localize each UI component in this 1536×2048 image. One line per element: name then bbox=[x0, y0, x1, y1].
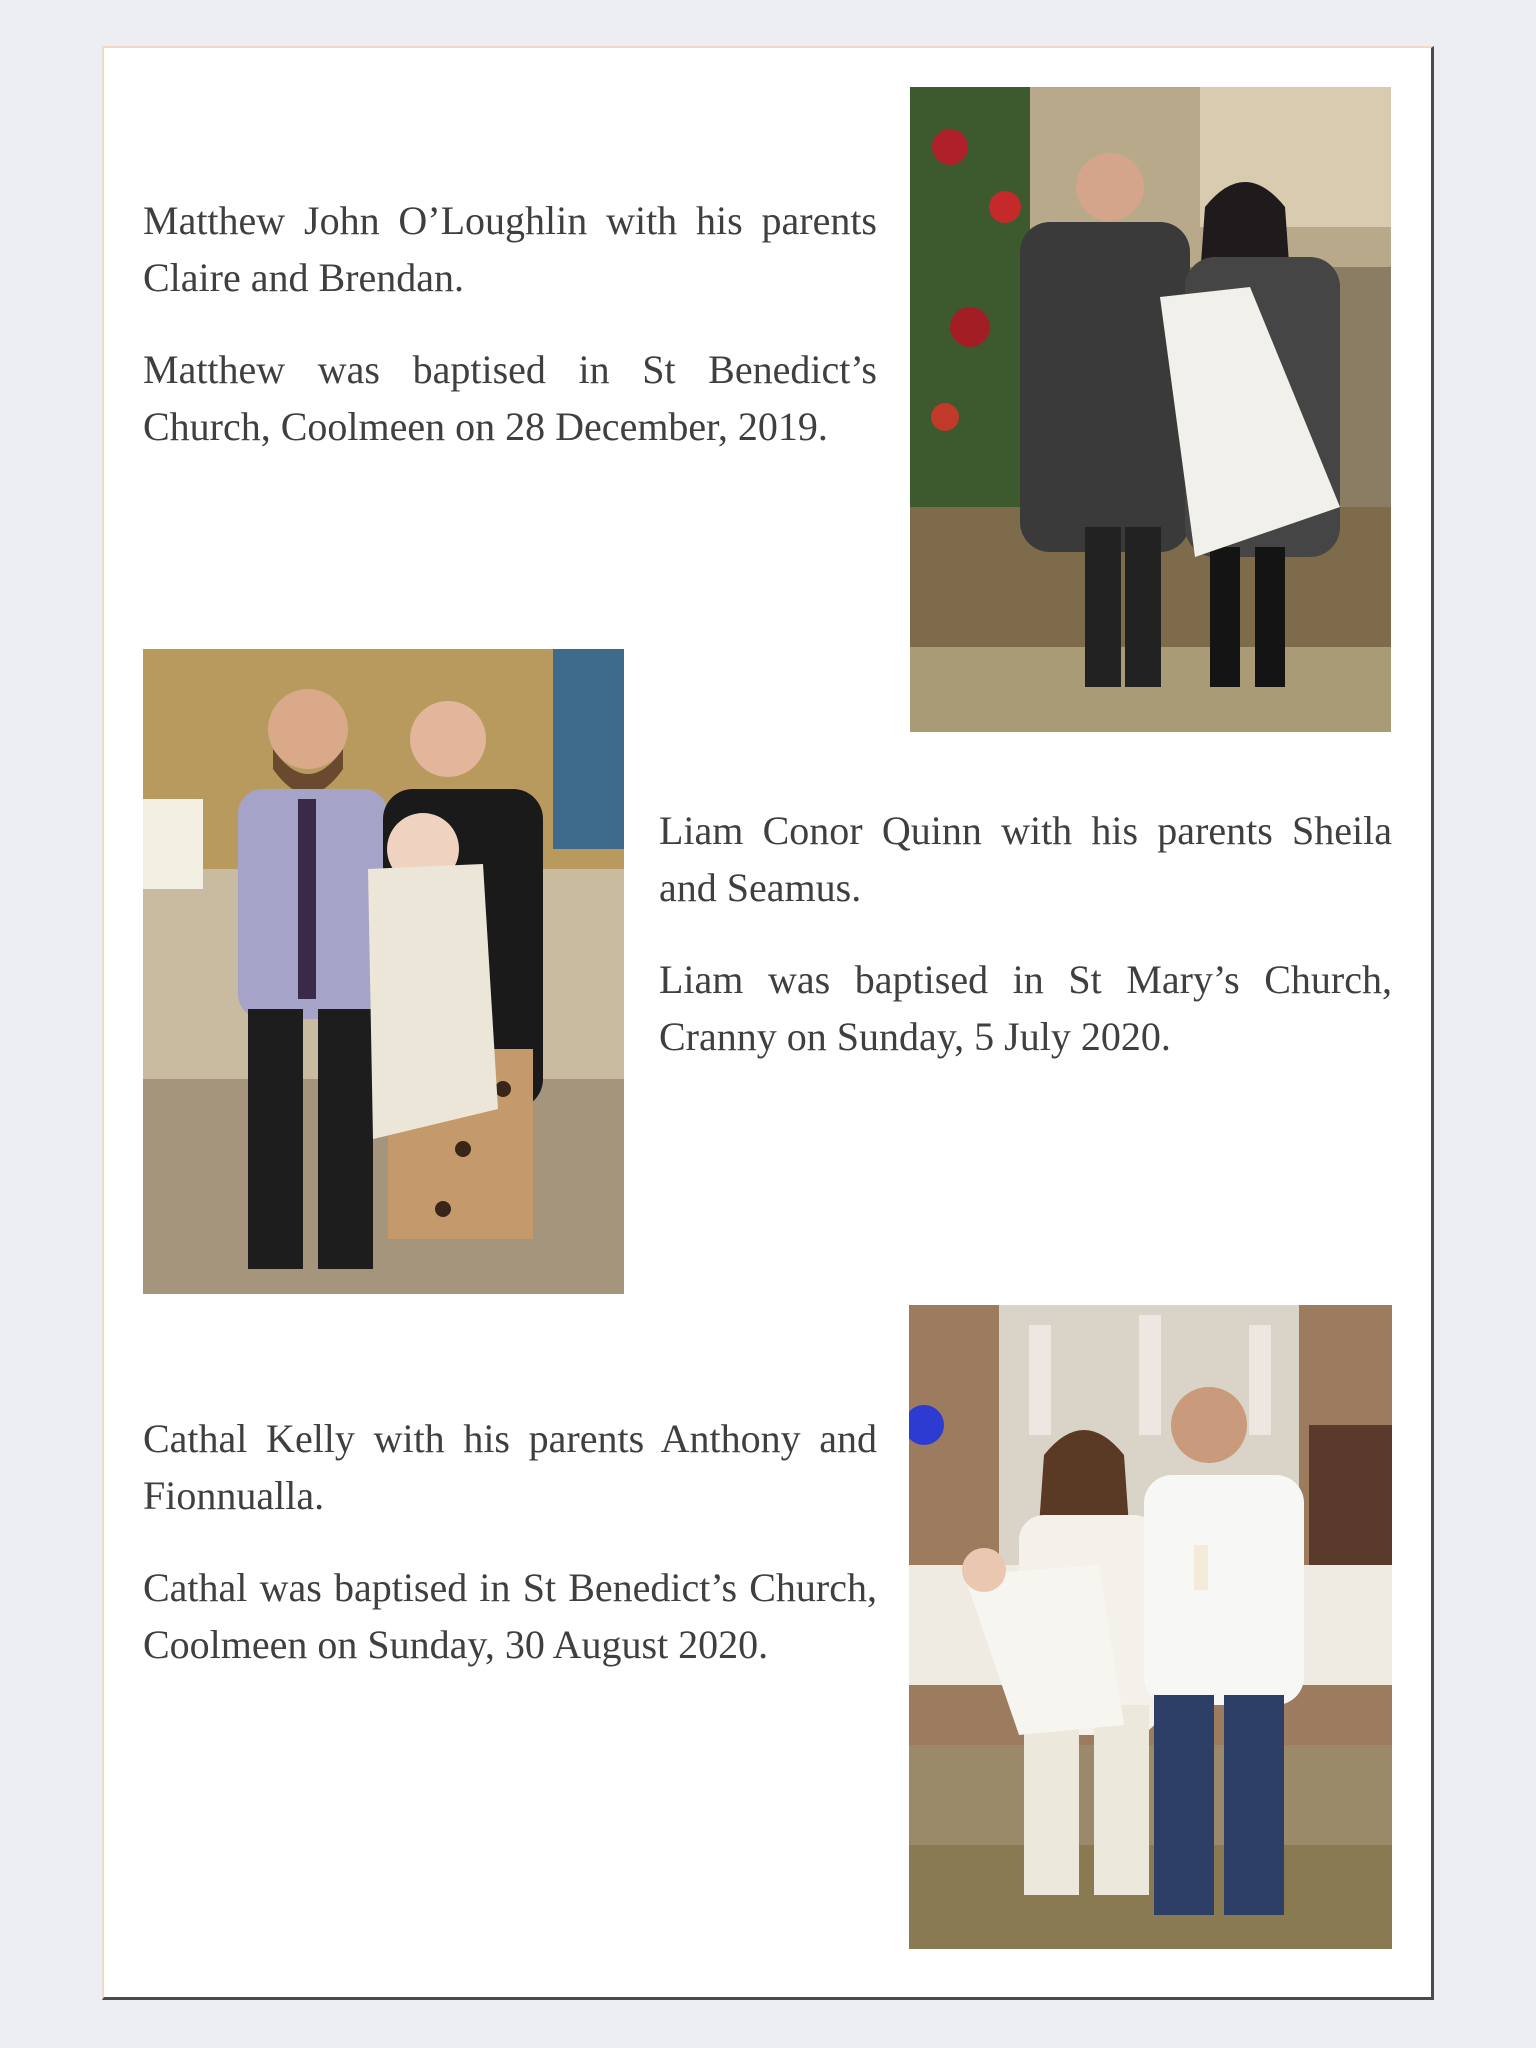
family-photo-cathal bbox=[909, 1305, 1392, 1949]
baptism-entry-cathal bbox=[143, 1410, 877, 1673]
entry-details: Cathal was baptised in St Benedict’s Church, Coolmeen on Sunday, 30 August 2020. bbox=[143, 1565, 877, 1667]
entry-details: Liam was baptised in St Mary’s Church, Cranny on Sunday, 5 July 2020. bbox=[659, 957, 1392, 1059]
entry-details: Matthew was baptised in St Benedict’s Church, Coolmeen on 28 December, 2019. bbox=[143, 347, 877, 449]
family-photo-liam bbox=[143, 649, 624, 1294]
baptism-entry-matthew bbox=[143, 192, 877, 455]
family-photo-matthew bbox=[910, 87, 1391, 732]
entry-caption: Liam Conor Quinn with his parents Sheila and Seamus. bbox=[659, 808, 1392, 910]
baptism-entry-liam bbox=[659, 802, 1392, 1065]
entry-caption: Cathal Kelly with his parents Anthony and Fionnualla. bbox=[143, 1416, 877, 1518]
entry-caption: Matthew John O’Loughlin with his parents Claire and Brendan. bbox=[143, 198, 877, 300]
